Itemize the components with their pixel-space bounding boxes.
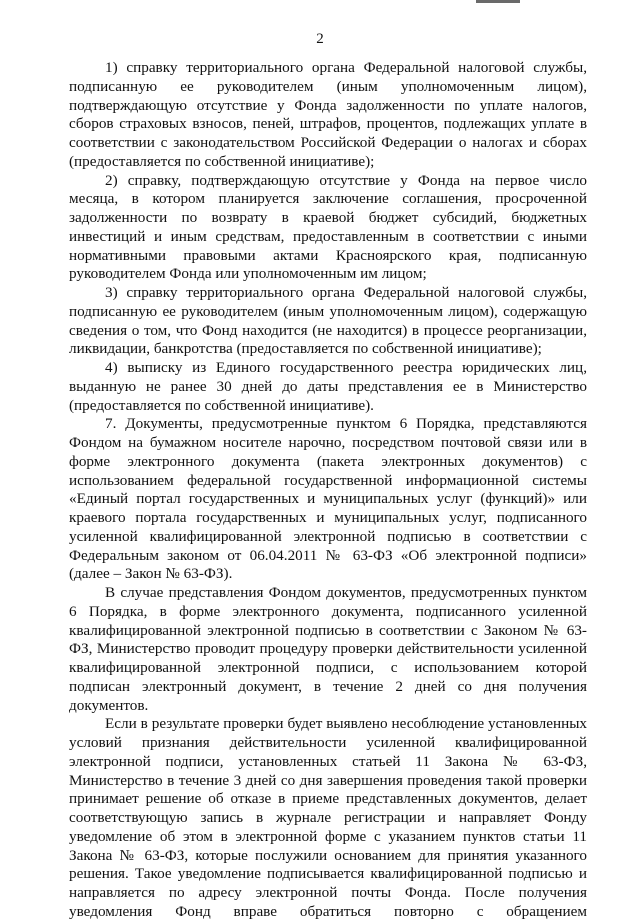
page-number: 2 [316,31,324,47]
paragraph-item-3: 3) справку территориального органа Федеральной налоговой службы, подписанную ее руководителем (иным уполномоченным лицом), содержащую сведения о том, что Фонд находится (не находится) в процессе реорганизации, ликвидации, банкротства (предоставляется по собственной инициативе); [69,284,587,358]
scan-edge-mark [476,0,520,3]
paragraph-clause-7: 7. Документы, предусмотренные пунктом 6 Порядка, представляются Фондом на бумажном носителе нарочно, посредством почтовой связи или в форме электронного документа (пакета электронных документов) с использованием федеральной государственной информационной системы «Единый портал государственных и муниципальных услуг (функций)» или краевого портала государственных и муниципальных услуг, подписанного усиленной квалифицированной электронной подписью в соответствии с Федеральным законом от 06.04.2011 № 63-ФЗ «Об электронной подписи» (далее – Закон № 63-ФЗ). [69,415,587,583]
paragraph-item-2: 2) справку, подтверждающую отсутствие у Фонда на первое число месяца, в котором планируется заключение соглашения, просроченной задолженности по возврату в краевой бюджет субсидий, бюджетных инвестиций и иным средствам, предоставленным в соответствии с иными нормативными правовыми актами Красноярского края, подписанную руководителем Фонда или уполномоченным им лицом; [69,171,587,283]
paragraph-electronic-submission: В случае представления Фондом документов, предусмотренных пунктом 6 Порядка, в форме электронного документа, подписанного усиленной квалифицированной электронной подписью в соответствии с Законом № 63-ФЗ, Министерство проводит процедуру проверки действительности усиленной квалифицированной электронной подписи, с использованием которой подписан электронный документ, в течение 2 дней со дня получения документов. [69,584,587,714]
paragraph-verification-failure: Если в результате проверки будет выявлено несоблюдение установленных условий признания действительности усиленной квалифицированной электронной подписи, установленных статьей 11 Закона № 63-ФЗ, Министерство в течение 3 дней со дня завершения проведения такой проверки принимает решение об отказе в приеме представленных документов, делает соответствующую запись в журнале регистрации и направляет Фонду уведомление об этом в электронной форме с указанием пунктов статьи 11 Закона № 63-ФЗ, которые послужили основанием для принятия указанного решения. Такое уведомление подписывается квалифицированной подписью и направляется по адресу электронной почты Фонда. После получения уведомления Фонд вправе обратиться повторно с обращением [69,715,587,920]
document-body [69,59,587,922]
paragraph-item-4: 4) выписку из Единого государственного реестра юридических лиц, выданную не ранее 30 дней до даты представления ее в Министерство (предоставляется по собственной инициативе). [69,359,587,414]
paragraph-item-1: 1) справку территориального органа Федеральной налоговой службы, подписанную ее руководителем (иным уполномоченным лицом), подтверждающую отсутствие у Фонда задолженности по уплате налогов, сборов страховых взносов, пеней, штрафов, процентов, подлежащих уплате в соответствии с законодательством Российской Федерации о налогах и сборах (предоставляется по собственной инициативе); [69,59,587,170]
